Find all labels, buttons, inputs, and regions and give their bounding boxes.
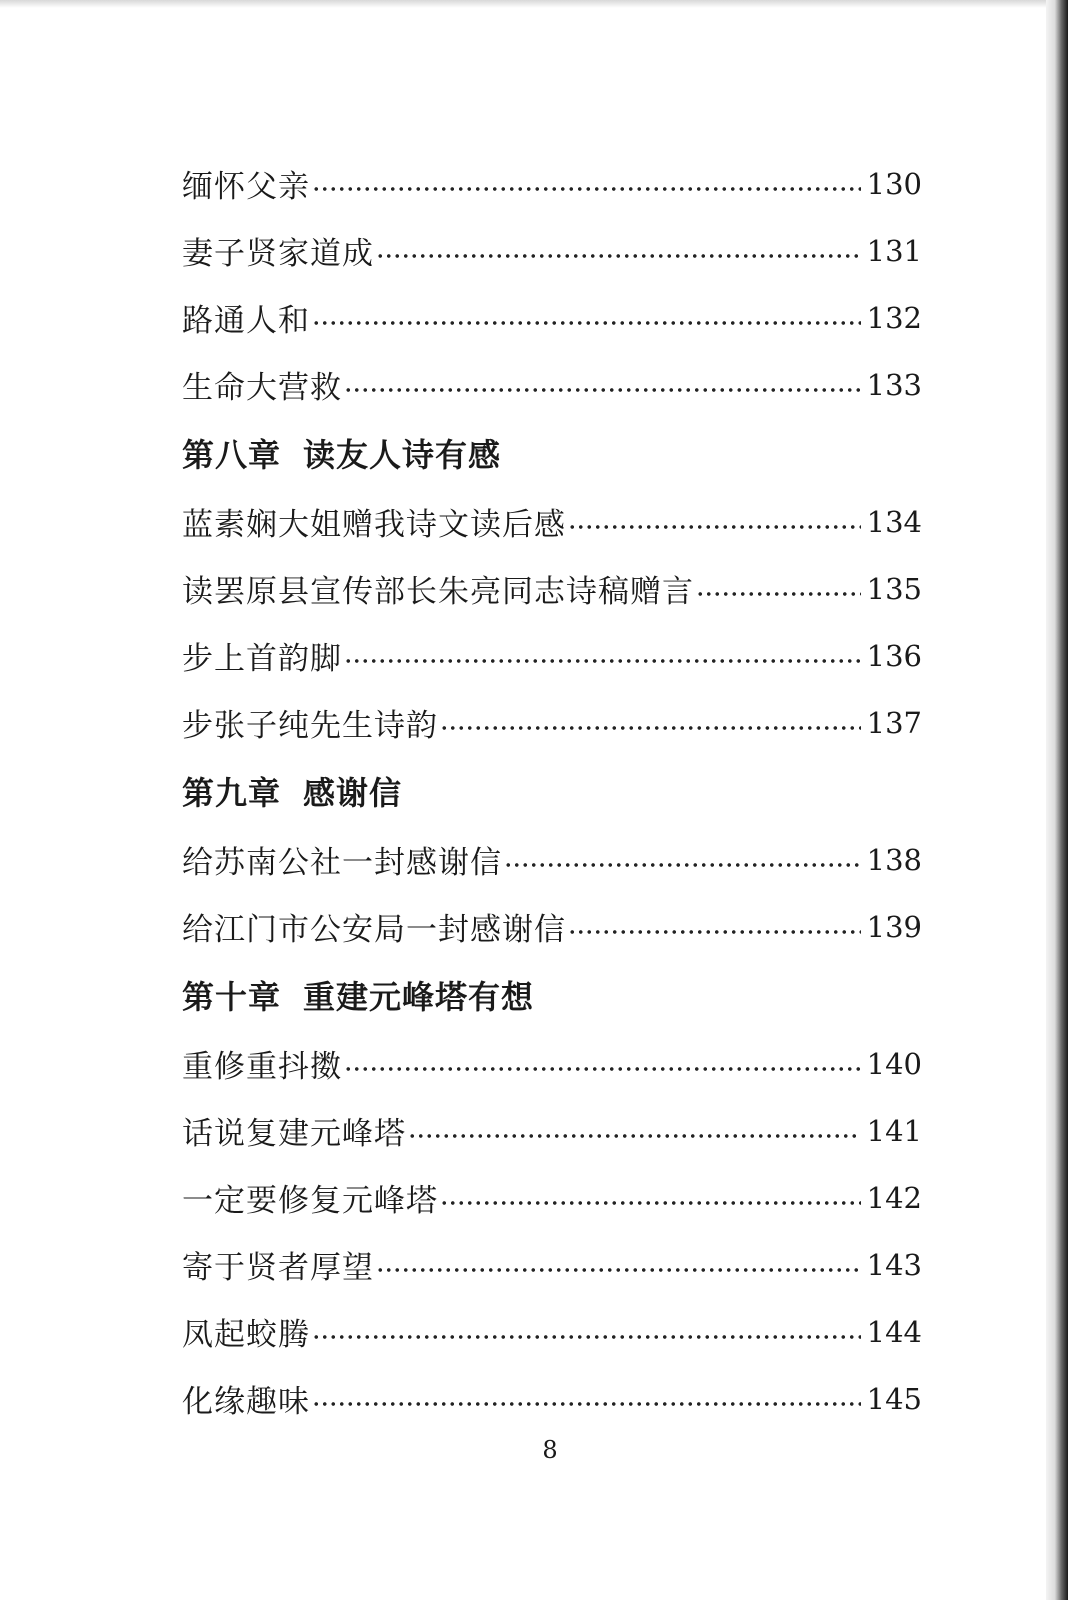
- entry-title: 路通人和: [182, 303, 310, 339]
- entry-page-number: 134: [866, 504, 922, 539]
- dot-leader: [344, 658, 861, 664]
- toc-entry: [182, 1164, 922, 1231]
- entry-page-number: 145: [866, 1381, 922, 1416]
- entry-title: 话说复建元峰塔: [182, 1116, 406, 1152]
- table-of-contents: [182, 150, 922, 1432]
- toc-entry: [182, 1298, 922, 1365]
- entry-page-number: 133: [866, 367, 922, 402]
- entry-page-number: 135: [866, 571, 922, 606]
- toc-entry: [182, 351, 922, 418]
- page-top-shadow: [0, 0, 1068, 8]
- dot-leader: [312, 1334, 861, 1340]
- chapter-heading: [182, 418, 922, 488]
- entry-title: 寄于贤者厚望: [182, 1250, 374, 1286]
- entry-title: 化缘趣味: [182, 1384, 310, 1420]
- chapter-title: 感谢信: [303, 774, 403, 812]
- entry-title: 步上首韵脚: [182, 641, 342, 677]
- dot-leader: [440, 725, 861, 731]
- dot-leader: [312, 320, 861, 326]
- toc-entry: [182, 826, 922, 893]
- dot-leader: [504, 862, 861, 868]
- chapter-heading: [182, 756, 922, 826]
- page-number: 8: [542, 1436, 558, 1464]
- toc-entry: [182, 1231, 922, 1298]
- entry-title: 蓝素娴大姐赠我诗文读后感: [182, 507, 566, 543]
- toc-entry: [182, 893, 922, 960]
- entry-page-number: 137: [866, 705, 922, 740]
- toc-entry: [182, 555, 922, 622]
- toc-entry: [182, 1030, 922, 1097]
- dot-leader: [376, 253, 861, 259]
- toc-entry: [182, 150, 922, 217]
- entry-page-number: 144: [866, 1314, 922, 1349]
- entry-title: 读罢原县宣传部长朱亮同志诗稿赠言: [182, 574, 694, 610]
- page-binding-edge: [1046, 0, 1068, 1600]
- entry-title: 凤起蛟腾: [182, 1317, 310, 1353]
- toc-entry: [182, 1097, 922, 1164]
- entry-page-number: 130: [866, 166, 922, 201]
- entry-title: 步张子纯先生诗韵: [182, 708, 438, 744]
- entry-page-number: 131: [866, 233, 922, 268]
- chapter-title: 重建元峰塔有想: [303, 978, 535, 1016]
- toc-entry: [182, 217, 922, 284]
- entry-page-number: 138: [866, 842, 922, 877]
- entry-page-number: 143: [866, 1247, 922, 1282]
- dot-leader: [408, 1133, 861, 1139]
- chapter-heading: [182, 960, 922, 1030]
- entry-title: 给江门市公安局一封感谢信: [182, 912, 566, 948]
- chapter-number: 第八章: [182, 436, 282, 474]
- entry-page-number: 140: [866, 1046, 922, 1081]
- dot-leader: [344, 1066, 861, 1072]
- dot-leader: [312, 186, 861, 192]
- chapter-title: 读友人诗有感: [303, 436, 502, 474]
- dot-leader: [344, 387, 861, 393]
- entry-title: 妻子贤家道成: [182, 236, 374, 272]
- entry-title: 重修重抖擞: [182, 1049, 342, 1085]
- toc-entry: [182, 284, 922, 351]
- entry-title: 缅怀父亲: [182, 169, 310, 205]
- entry-page-number: 142: [866, 1180, 922, 1215]
- entry-title: 一定要修复元峰塔: [182, 1183, 438, 1219]
- entry-title: 生命大营救: [182, 370, 342, 406]
- dot-leader: [440, 1200, 861, 1206]
- toc-entry: [182, 622, 922, 689]
- toc-entry: [182, 488, 922, 555]
- entry-page-number: 132: [866, 300, 922, 335]
- chapter-number: 第十章: [182, 978, 282, 1016]
- toc-entry: [182, 1365, 922, 1432]
- dot-leader: [568, 524, 861, 530]
- entry-page-number: 139: [866, 909, 922, 944]
- entry-title: 给苏南公社一封感谢信: [182, 845, 502, 881]
- toc-entry: [182, 689, 922, 756]
- dot-leader: [376, 1267, 861, 1273]
- entry-page-number: 136: [866, 638, 922, 673]
- chapter-number: 第九章: [182, 774, 282, 812]
- dot-leader: [696, 591, 861, 597]
- dot-leader: [568, 929, 861, 935]
- entry-page-number: 141: [866, 1113, 922, 1148]
- dot-leader: [312, 1401, 861, 1407]
